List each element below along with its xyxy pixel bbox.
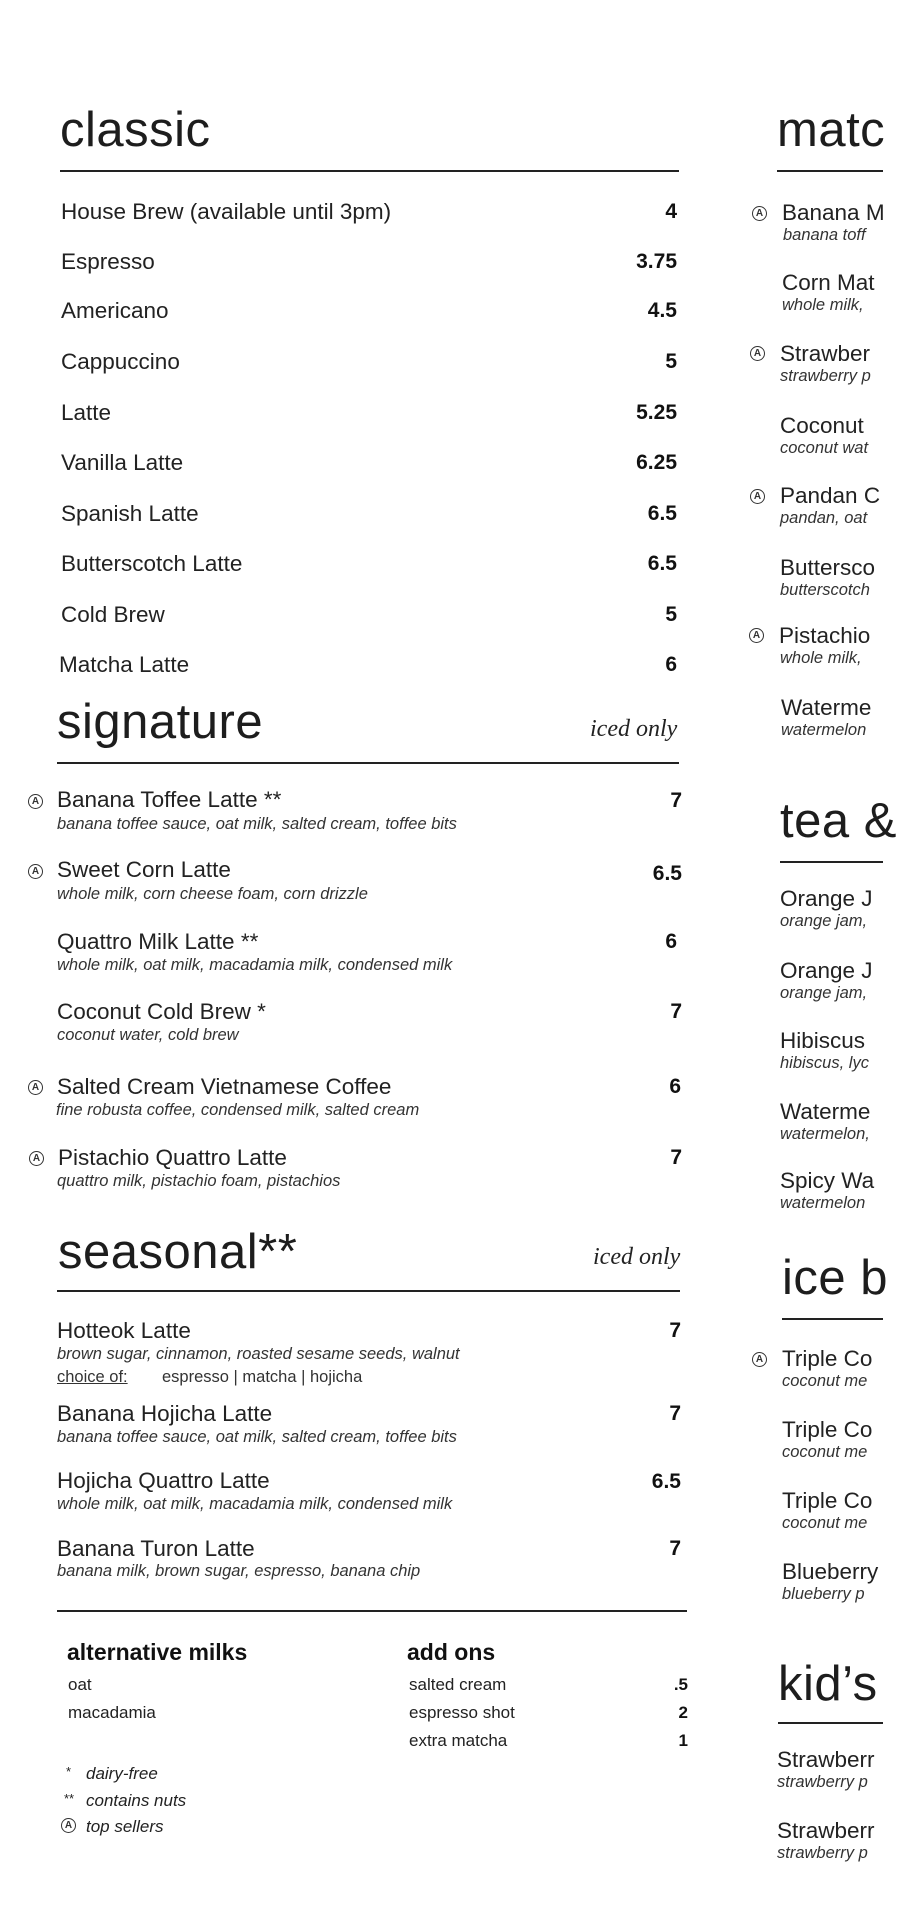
menu-item-name: Espresso [61,249,155,274]
section-title-matcha: matc [777,103,886,157]
menu-item-name: Triple Co [782,1346,873,1371]
menu-item-description: strawberry p [780,367,871,385]
section-divider [57,762,679,764]
legend-text: dairy-free [86,1764,158,1783]
menu-item-price: 7 [669,1319,681,1342]
section-divider [60,170,679,172]
add-on-item: salted cream [409,1675,507,1694]
menu-item-price: 6.5 [647,552,677,575]
section-title-tea: tea & [780,794,897,848]
menu-item-price: 6 [665,653,677,676]
add-on-price: .5 [673,1675,688,1694]
add-on-price: 2 [678,1703,688,1722]
menu-item-description: strawberry p [777,1844,868,1862]
iced-only-note: iced only [590,716,678,742]
menu-item-price: 5.25 [636,401,677,424]
iced-only-note: iced only [593,1244,681,1270]
menu-item-name: Coconut [780,413,864,438]
menu-item-name: Sweet Corn Latte [57,857,231,882]
menu-item-name: Strawberr [777,1747,875,1772]
menu-item-price: 5 [665,603,677,626]
menu-item-name: Orange J [780,958,873,983]
menu-item-price: 7 [669,1402,681,1425]
menu-item-price: 5 [665,350,677,373]
alternative-milk-item: macadamia [68,1703,156,1722]
menu-item-price: 3.75 [636,250,677,273]
menu-item-description: brown sugar, cinnamon, roasted sesame seeds, walnut [57,1345,460,1363]
menu-item-price: 6.5 [652,862,682,885]
menu-item-price: 6.5 [647,502,677,525]
top-seller-icon: A [752,206,767,221]
menu-item-description: watermelon [780,1194,866,1212]
menu-item-name: Waterme [781,695,872,720]
menu-item-description: coconut me [782,1443,868,1461]
top-seller-icon: A [28,1080,43,1095]
menu-item-name: Banana Toffee Latte ** [57,787,282,812]
section-title-kids: kid’s [778,1657,878,1711]
menu-item-name: Waterme [780,1099,871,1124]
menu-item-description: blueberry p [782,1585,865,1603]
menu-item-name: Banana M [782,200,885,225]
menu-item-price: 6 [669,1075,681,1098]
menu-item-name: Banana Turon Latte [57,1536,255,1561]
menu-item-name: Banana Hojicha Latte [57,1401,273,1426]
add-on-price: 1 [678,1731,688,1750]
menu-item-description: strawberry p [777,1773,868,1791]
menu-item-name: Spicy Wa [780,1168,875,1193]
choice-options: espresso | matcha | hojicha [162,1368,363,1386]
choice-label: choice of: [57,1368,128,1386]
menu-item-description: banana toffee sauce, oat milk, salted cream, toffee bits [57,815,457,833]
top-seller-icon: A [752,1352,767,1367]
menu-item-name: Quattro Milk Latte ** [57,929,259,954]
menu-item-description: whole milk, [782,296,864,314]
menu-item-price: 4.5 [647,299,677,322]
menu-item-price: 7 [670,1146,682,1169]
menu-item-name: Pandan C [780,483,881,508]
add-on-item: espresso shot [409,1703,515,1722]
menu-item-description: whole milk, oat milk, macadamia milk, condensed milk [57,956,453,974]
menu-item-name: Coconut Cold Brew * [57,999,266,1024]
menu-item-name: House Brew (available until 3pm) [61,199,392,224]
section-divider [777,170,883,172]
menu-item-description: banana toff [783,226,866,244]
top-seller-icon: A [29,1151,44,1166]
section-divider [782,1318,883,1320]
menu-item-description: orange jam, [780,984,868,1002]
menu-item-name: Orange J [780,886,873,911]
section-divider [780,861,883,863]
alternative-milk-item: oat [68,1675,92,1694]
menu-item-description: banana toffee sauce, oat milk, salted cream, toffee bits [57,1428,457,1446]
section-title-seasonal: seasonal** [58,1225,298,1279]
alternative-milks-heading: alternative milks [67,1639,248,1665]
menu-item-description: coconut water, cold brew [57,1026,239,1044]
section-divider [57,1290,680,1292]
menu-item-name: Salted Cream Vietnamese Coffee [57,1074,392,1099]
menu-item-description: watermelon, [780,1125,870,1143]
menu-item-price: 7 [670,1000,682,1023]
menu-item-price: 6.25 [636,451,677,474]
menu-item-description: banana milk, brown sugar, espresso, banana chip [57,1562,421,1580]
menu-item-description: coconut me [782,1514,868,1532]
menu-item-name: Cold Brew [61,602,165,627]
menu-item-name: Americano [61,298,169,323]
menu-item-description: orange jam, [780,912,868,930]
menu-item-name: Cappuccino [61,349,180,374]
top-seller-icon: A [61,1818,76,1833]
menu-item-name: Hojicha Quattro Latte [57,1468,270,1493]
menu-item-description: butterscotch [780,581,870,599]
menu-item-description: coconut me [782,1372,868,1390]
add-on-item: extra matcha [409,1731,508,1750]
legend-text: top sellers [86,1817,164,1836]
menu-item-description: fine robusta coffee, condensed milk, salted cream [56,1101,420,1119]
menu-item-name: Corn Mat [782,270,875,295]
top-seller-icon: A [749,628,764,643]
menu-item-name: Latte [61,400,112,425]
top-seller-icon: A [750,489,765,504]
menu-item-description: pandan, oat [780,509,868,527]
menu-item-name: Triple Co [782,1488,873,1513]
top-seller-icon: A [28,864,43,879]
menu-item-name: Buttersco [780,555,876,580]
menu-item-description: watermelon [781,721,867,739]
menu-item-name: Triple Co [782,1417,873,1442]
menu-item-name: Pistachio [779,623,871,648]
legend-symbol: ** [64,1791,75,1806]
section-title-classic: classic [60,103,211,157]
menu-item-price: 7 [670,789,682,812]
menu-item-name: Hibiscus [780,1028,866,1053]
menu-item-description: whole milk, oat milk, macadamia milk, condensed milk [57,1495,453,1513]
top-seller-icon: A [750,346,765,361]
section-divider [778,1722,883,1724]
top-seller-icon: A [28,794,43,809]
menu-item-price: 4 [665,200,677,223]
menu-item-name: Strawber [780,341,871,366]
menu-item-name: Spanish Latte [61,501,199,526]
menu-item-description: coconut wat [780,439,869,457]
menu-item-name: Hotteok Latte [57,1318,191,1343]
menu-item-name: Pistachio Quattro Latte [58,1145,287,1170]
menu-item-name: Matcha Latte [59,652,190,677]
add-ons-heading: add ons [407,1639,496,1665]
menu-item-name: Blueberry [782,1559,879,1584]
menu-item-price: 6 [665,930,677,953]
menu-item-price: 7 [669,1537,681,1560]
legend-text: contains nuts [86,1791,187,1810]
menu-item-description: quattro milk, pistachio foam, pistachios [57,1172,341,1190]
menu-item-name: Strawberr [777,1818,875,1843]
menu-item-price: 6.5 [651,1470,681,1493]
section-title-ice: ice b [782,1251,889,1305]
menu-item-description: hibiscus, lyc [780,1054,869,1072]
footer-divider [57,1610,687,1612]
menu-item-description: whole milk, [780,649,862,667]
section-title-signature: signature [57,695,264,749]
menu-item-description: whole milk, corn cheese foam, corn drizzle [57,885,368,903]
legend-symbol: * [66,1764,72,1779]
menu-item-name: Vanilla Latte [61,450,184,475]
menu-item-name: Butterscotch Latte [61,551,243,576]
